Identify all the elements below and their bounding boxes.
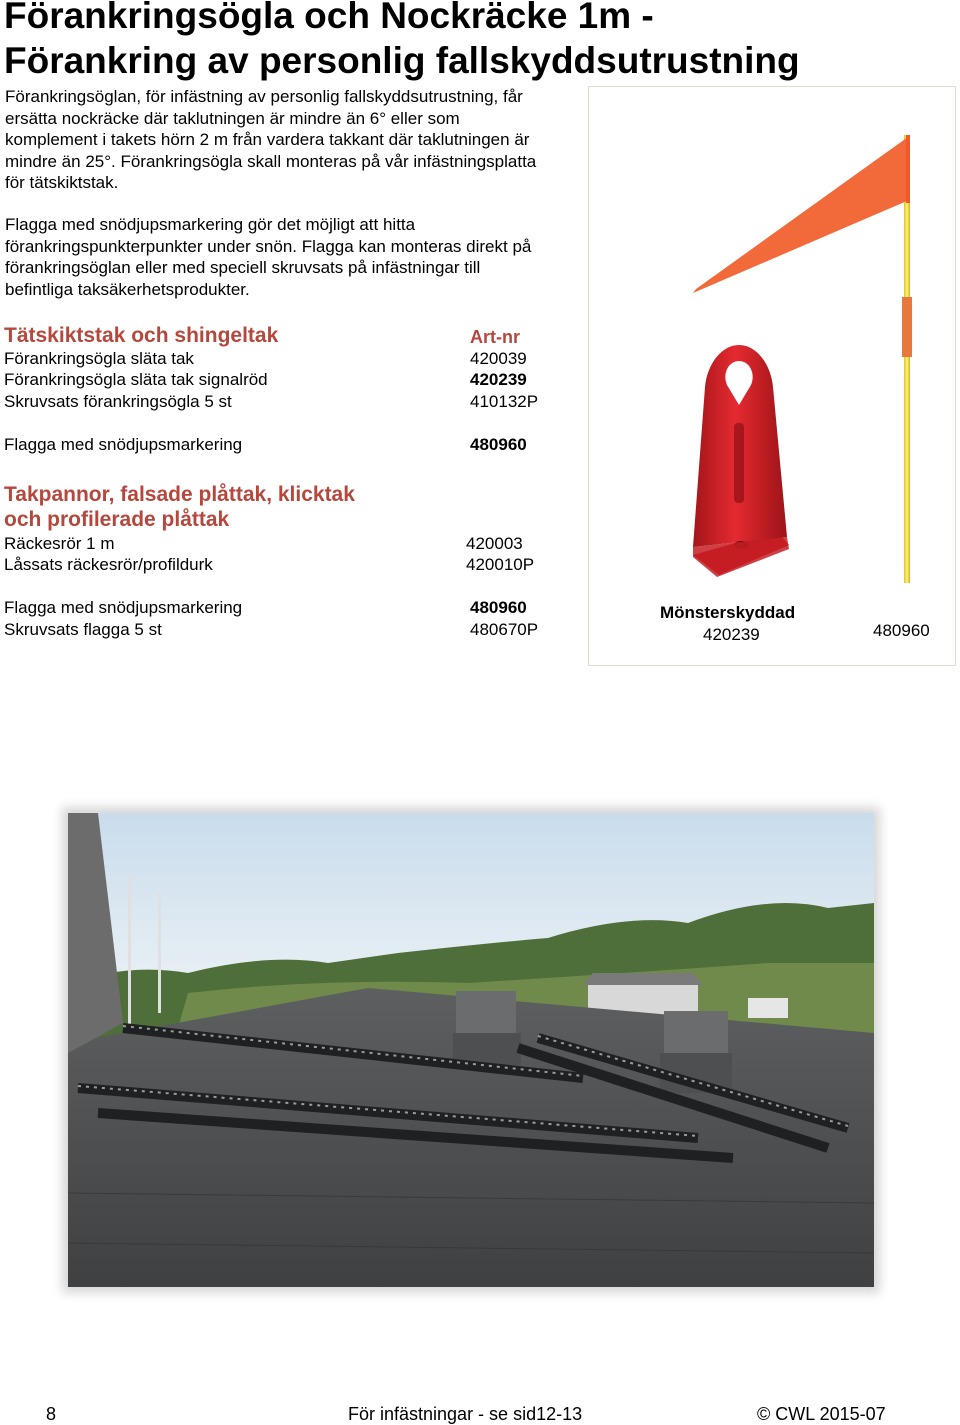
product-name: Förankringsögla släta tak signalröd	[4, 370, 268, 389]
anchor-eye-icon	[693, 345, 789, 577]
product-artnr: 420039	[470, 349, 527, 368]
product-name: Räckesrör 1 m	[4, 534, 115, 553]
artnr-header: Art-nr	[470, 327, 520, 347]
product-name: Förankringsögla släta tak	[4, 349, 194, 368]
page-number: 8	[46, 1404, 57, 1424]
page-title-line2: Förankring av personlig fallskyddsutrustning	[4, 40, 800, 81]
product-illustration	[589, 87, 955, 665]
anchor-artnr-label: 420239	[703, 625, 760, 644]
intro-line: komplement i takets hörn 2 m från vardera takkant där taklutningen är	[5, 130, 530, 149]
product-name: Flagga med snödjupsmarkering	[4, 598, 243, 617]
product-artnr: 480960	[470, 435, 527, 454]
product-artnr: 420003	[466, 534, 523, 553]
roof-installation-image	[68, 813, 874, 1287]
flag-artnr-label: 480960	[873, 621, 930, 640]
intro-line: befintliga taksäkerhetsprodukter.	[5, 279, 250, 299]
footer-reference: För infästningar - se sid12-13	[348, 1404, 583, 1424]
intro-line: för tätskiktstak.	[5, 173, 119, 192]
product-name: Flagga med snödjupsmarkering	[4, 435, 243, 454]
product-artnr: 420010P	[466, 555, 535, 574]
intro-line: Förankringsöglan, för infästning av personlig fallskyddsutrustning, får	[5, 87, 523, 106]
intro-paragraph-2	[5, 214, 605, 300]
product-name: Låssats räckesrör/profildurk	[4, 555, 213, 574]
section2-heading-line1: Takpannor, falsade plåttak, klicktak	[4, 483, 355, 506]
product-artnr: 480960	[470, 598, 527, 617]
product-artnr: 410132P	[470, 392, 539, 411]
product-image-frame	[588, 86, 956, 666]
product-name: Skruvsats förankringsögla 5 st	[4, 392, 232, 411]
section2-heading-line2: och profilerade plåttak	[4, 508, 230, 531]
intro-line: ersätta nockräcke där taklutningen är mindre än 6° eller som	[5, 108, 460, 128]
roof-photo	[68, 813, 874, 1287]
patent-label: Mönsterskyddad	[660, 603, 796, 622]
footer-copyright: © CWL 2015-07	[757, 1404, 886, 1424]
intro-line: förankringsöglan eller med speciell skruvsats på infästningar till	[5, 258, 481, 277]
section1-heading: Tätskiktstak och shingeltak	[4, 324, 279, 347]
product-name: Skruvsats flagga 5 st	[4, 620, 162, 639]
product-artnr: 420239	[470, 370, 527, 389]
intro-paragraph-1	[5, 86, 605, 194]
product-artnr: 480670P	[470, 620, 539, 639]
page-title-line1: Förankringsögla och Nockräcke 1m -	[4, 0, 654, 36]
intro-line: mindre än 25°. Förankringsögla skall monteras på vår infästningsplatta	[5, 151, 537, 171]
intro-line: Flagga med snödjupsmarkering gör det möjligt att hitta	[5, 215, 416, 234]
intro-line: förankringspunkterpunkter under snön. Flagga kan monteras direkt på	[5, 236, 532, 256]
